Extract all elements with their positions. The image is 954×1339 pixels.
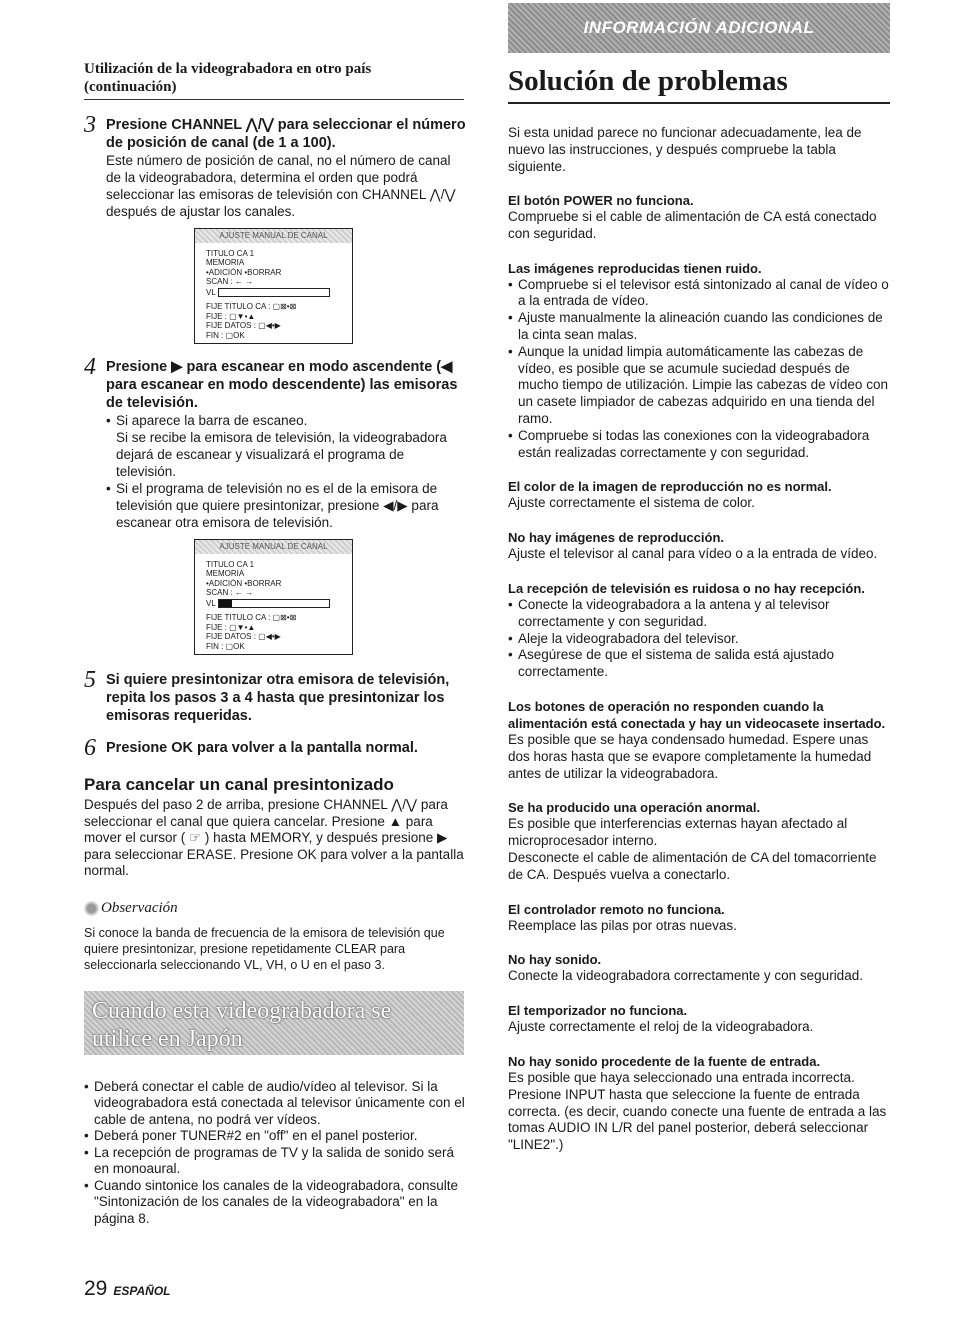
list-item: • Compruebe si todas las conexiones con la videograbadora están realizadas correctamente y con seguridad. (508, 428, 890, 462)
osd-line: •ADICIÓN •BORRAR (206, 267, 282, 277)
osd-line: TITULO CA 1 (206, 248, 255, 258)
list-item: • Aunque la unidad limpia automáticamente las cabezas de vídeo, es posible que se acumule suciedad después de mucho tiempo de utilización. Limpie las cabezas de vídeo con un casete limpiador de cabezas adquirido en una tienda del ramo. (508, 344, 890, 428)
left-column (84, 60, 466, 1227)
problem-item (508, 698, 890, 782)
osd-screen-2 (194, 539, 353, 655)
problem-solution: Desconecte el cable de alimentación de CA del tomacorriente de CA. Después vuelva a conectarlo. (508, 849, 877, 882)
step-number: 6 (84, 735, 96, 761)
scan-bar (206, 599, 352, 609)
note-icon (84, 901, 99, 916)
problem-item (508, 1053, 890, 1154)
list-item: • Si el programa de televisión no es el de la emisora de televisión que quiere presintonizar, presione ◀/▶ para escanear otra emisora de televisión. (106, 480, 466, 531)
problem-heading: La recepción de televisión es ruidosa o no hay recepción. (508, 580, 865, 596)
step-title: Si quiere presintonizar otra emisora de televisión, repita los pasos 3 a 4 hasta que presintonizar los emisoras requeridas. (106, 672, 450, 724)
step-title: Presione OK para volver a la pantalla normal. (106, 740, 418, 756)
bullet-list (508, 597, 890, 681)
list-item: • Deberá poner TUNER#2 en "off" en el panel posterior. (84, 1128, 466, 1145)
step-body (106, 412, 466, 531)
list-item: • Deberá conectar el cable de audio/vídeo al televisor. Si la videograbadora está conectada al televisor únicamente con el cable de antena, no podrá ver vídeos. (84, 1079, 466, 1129)
problem-solution: Conecte la videograbadora correctamente y con seguridad. (508, 968, 863, 984)
problem-solution: Es posible que haya seleccionado una entrada incorrecta. Presione INPUT hasta que seleccione la fuente de entrada correcta. (es decir, cuando conecte una fuente de entrada a las tomas AUDIO IN L/R del panel posterior, deberá seleccionar "LINE2".) (508, 1069, 887, 1153)
band-label: VL (206, 598, 216, 608)
problem-heading: No hay imágenes de reproducción. (508, 530, 724, 546)
problem-heading: No hay sonido procedente de la fuente de entrada. (508, 1053, 821, 1069)
cancel-section-title: Para cancelar un canal presintonizado (84, 775, 394, 794)
list-item: • Cuando sintonice los canales de la videograbadora, consulte "Sintonización de los canales de la videograbadora" en la página 8. (84, 1178, 466, 1228)
problem-item (508, 799, 890, 883)
bullet-list (106, 412, 466, 531)
step-number: 4 (84, 354, 96, 380)
problem-heading: No hay sonido. (508, 952, 602, 968)
observation-title: Observación (101, 899, 178, 916)
list-item: • Conecte la videograbadora a la antena y al televisor correctamente y con seguridad. (508, 597, 890, 631)
page-title: Solución de problemas (508, 63, 890, 104)
problem-item (508, 580, 890, 681)
step-5 (84, 667, 466, 725)
problem-solution: Ajuste correctamente el sistema de color. (508, 495, 755, 511)
step-body (106, 152, 466, 220)
problem-heading: Los botones de operación no responden cuando la alimentación está conectada y hay un videocasete insertado. (508, 698, 886, 731)
observation-heading (84, 900, 466, 917)
right-column (508, 0, 890, 1154)
osd-line: •ADICIÓN •BORRAR (206, 578, 282, 588)
language-label: ESPAÑOL (113, 1284, 171, 1298)
problem-solution: Es posible que interferencias externas hayan afectado al microprocesador interno. (508, 816, 848, 849)
scan-bar-track (218, 288, 330, 297)
scan-bar (206, 288, 352, 298)
problem-list (508, 192, 890, 1154)
osd-line: FIJE : ▢▼•▲ (206, 311, 256, 321)
japan-bullet-list (84, 1079, 466, 1228)
page-footer (84, 1277, 170, 1301)
problem-heading: El controlador remoto no funciona. (508, 901, 725, 917)
osd-screen-1 (194, 228, 353, 344)
step-title: Presione ▶ para escanear en modo ascendente (◀ para escanear en modo descendente) las emisoras de televisión. (106, 359, 458, 411)
problem-solution: Compruebe si el cable de alimentación de CA está conectado con seguridad. (508, 209, 877, 241)
osd-title: AJUSTE MANUAL DE CANAL (195, 229, 352, 243)
scan-bar-fill (219, 600, 232, 607)
problem-item (508, 901, 890, 935)
problem-heading: Se ha producido una operación anormal. (508, 800, 761, 816)
problem-solution: Reemplace las pilas por otras nuevas. (508, 917, 737, 933)
intro-text: Si esta unidad parece no funcionar adecuadamente, lea de nuevo las instrucciones, y después compruebe la tabla siguiente. (508, 125, 862, 174)
observation-text: Si conoce la banda de frecuencia de la emisora de televisión que quiere presintonizar, presione repetidamente CLEAR para seleccionarla seleccionando VL, VH, o U en el paso 3. (84, 925, 445, 972)
osd-line: FIJE DATOS : ▢◀•▶ (206, 632, 281, 641)
step-4 (84, 354, 466, 531)
section-banner: INFORMACIÓN ADICIONAL (508, 3, 890, 53)
step-title: Presione CHANNEL ⋀/⋁ para seleccionar el número de posición de canal (de 1 a 100). (106, 117, 466, 151)
list-item: Si se recibe la emisora de televisión, la videograbadora dejará de escanear y visualizará el programa de televisión. (116, 430, 447, 479)
list-item: • Ajuste manualmente la alineación cuando las condiciones de la cinta sean malas. (508, 310, 890, 344)
japan-banner-line: Cuando esta videograbadora se (92, 997, 392, 1024)
problem-heading: Las imágenes reproducidas tienen ruido. (508, 260, 762, 276)
osd-line: MEMORIA (206, 258, 245, 267)
problem-item (508, 529, 890, 563)
problem-solution: Ajuste correctamente el reloj de la videograbadora. (508, 1019, 814, 1035)
osd-line: FIN : ▢OK (206, 330, 245, 340)
osd-title: AJUSTE MANUAL DE CANAL (195, 540, 352, 554)
section-header: Utilización de la videograbadora en otro país (continuación) (84, 60, 464, 100)
problem-item (508, 1002, 890, 1036)
list-item: • Compruebe si el televisor está sintonizado al canal de vídeo o a la entrada de vídeo. (508, 277, 890, 311)
osd-line: FIN : ▢OK (206, 641, 245, 651)
problem-item (508, 192, 890, 243)
osd-line: FIJE TITULO CA : ▢⊠•⊠ (206, 613, 297, 622)
list-item: • Si aparece la barra de escaneo. (106, 412, 466, 429)
step-6 (84, 735, 466, 761)
step-number: 3 (84, 112, 96, 138)
osd-line: SCAN : ← → (206, 588, 254, 597)
problem-item (508, 260, 890, 462)
japan-banner (84, 991, 464, 1055)
step-text: Este número de posición de canal, no el número de canal de la videograbadora, determina el orden que podrá seleccionar las emisoras de televisión con CHANNEL ⋀/⋁ después de ajustar los canales. (106, 153, 456, 219)
step-number: 5 (84, 667, 96, 693)
problem-item (508, 478, 890, 512)
cancel-section-text: Después del paso 2 de arriba, presione CHANNEL ⋀/⋁ para seleccionar el canal que quiera cancelar. Presione ▲ para mover el cursor ( ☞ ) hasta MEMORY, y después presione ▶ para seleccionar ERASE. Presione OK para volver a la pantalla normal. (84, 797, 464, 878)
scan-bar-track (218, 599, 330, 608)
problem-item (508, 951, 890, 985)
bullet-list (508, 277, 890, 462)
list-item: • Aleje la videograbadora del televisor. (508, 631, 890, 648)
list-item: • La recepción de programas de TV y la salida de sonido será en monoaural. (84, 1145, 466, 1178)
page-number: 29 (84, 1277, 108, 1300)
osd-line: SCAN : ← → (206, 277, 254, 286)
osd-line: TITULO CA 1 (206, 559, 255, 569)
osd-line: FIJE TITULO CA : ▢⊠•⊠ (206, 302, 297, 311)
problem-heading: El color de la imagen de reproducción no es normal. (508, 479, 832, 495)
japan-banner-line: utilice en Japón (92, 1025, 243, 1052)
step-3 (84, 112, 466, 220)
problem-heading: El botón POWER no funciona. (508, 193, 694, 208)
problem-heading: El temporizador no funciona. (508, 1003, 688, 1019)
osd-line: FIJE : ▢▼•▲ (206, 622, 256, 632)
osd-line: MEMORIA (206, 569, 245, 578)
list-item: • Asegúrese de que el sistema de salida está ajustado correctamente. (508, 647, 890, 681)
band-label: VL (206, 287, 216, 297)
problem-solution: Ajuste el televisor al canal para vídeo o a la entrada de vídeo. (508, 546, 878, 562)
osd-line: FIJE DATOS : ▢◀•▶ (206, 321, 281, 330)
problem-solution: Es posible que se haya condensado humedad. Espere unas dos horas hasta que se evapore completamente la humedad antes de utilizar la videograbadora. (508, 731, 872, 781)
